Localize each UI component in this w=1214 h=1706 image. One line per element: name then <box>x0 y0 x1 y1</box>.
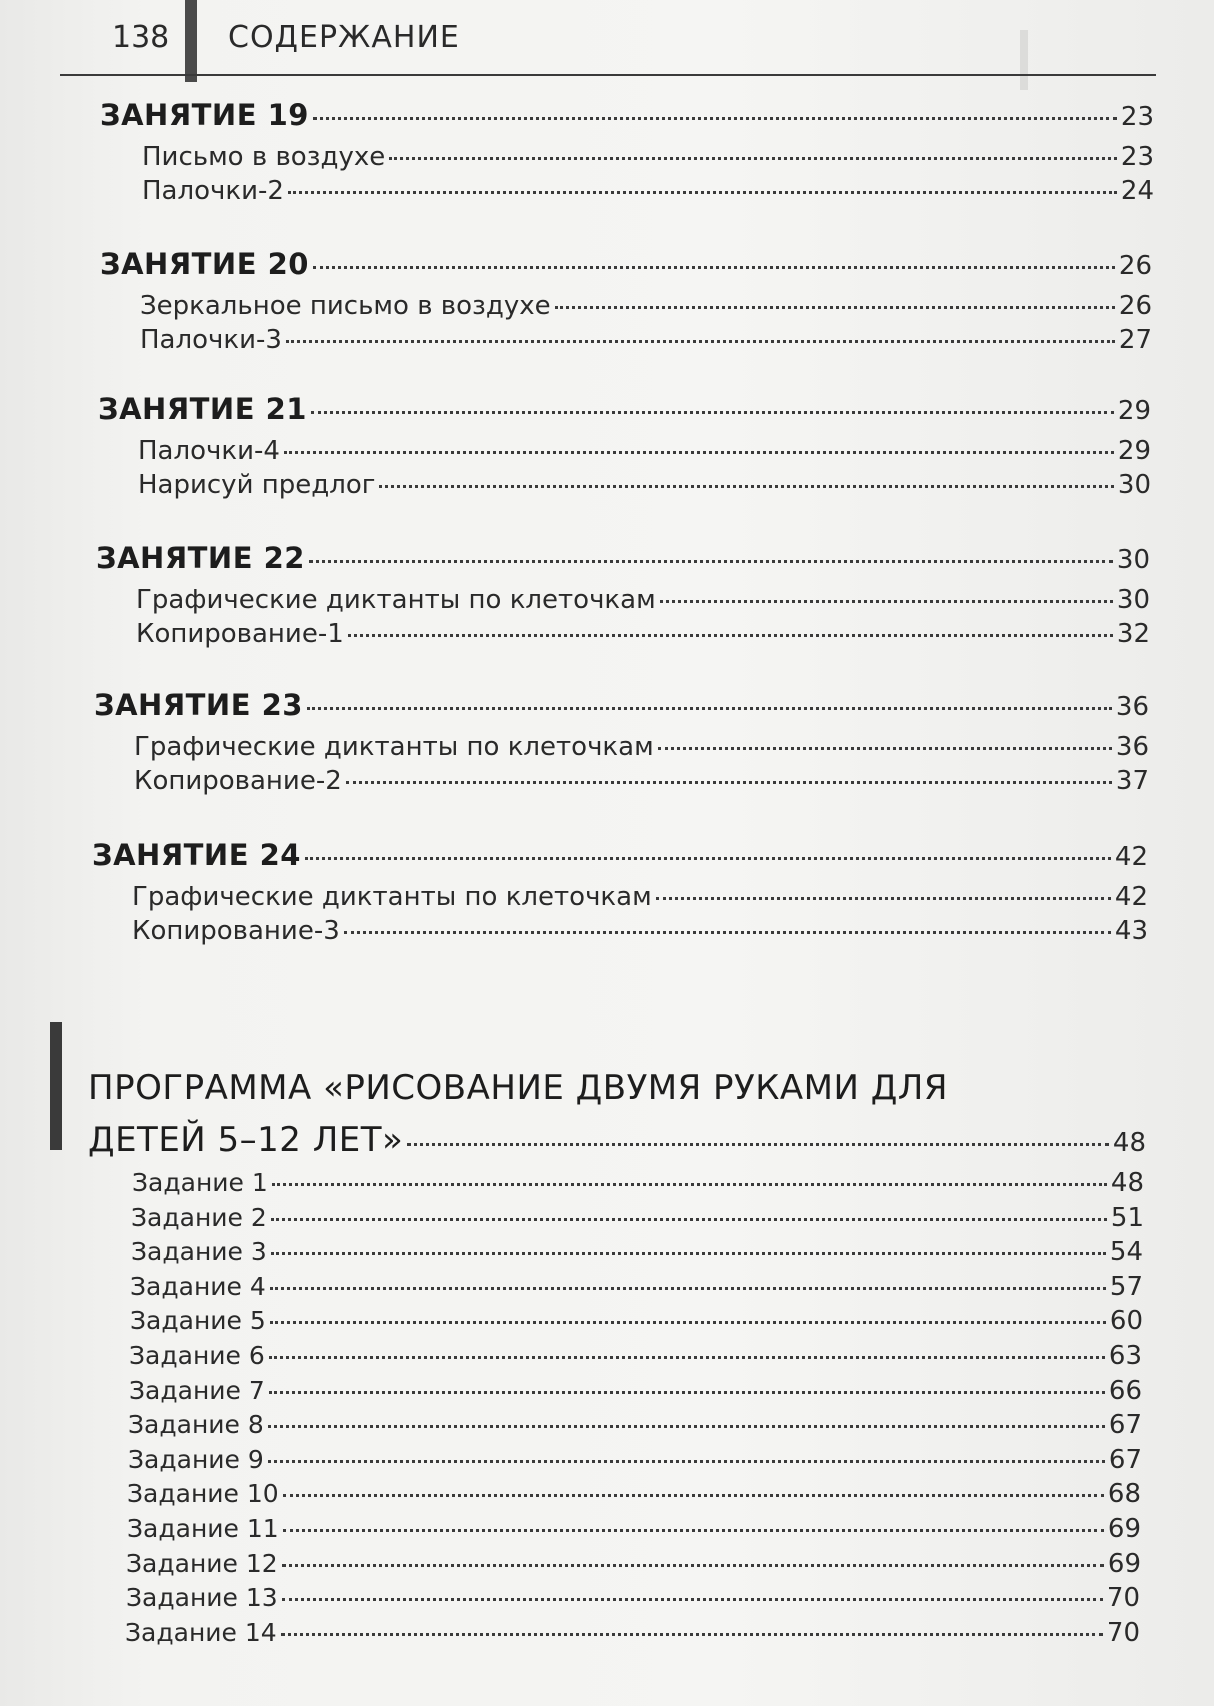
dot-leader <box>313 117 1117 120</box>
task-item-page: 48 <box>1110 1168 1144 1198</box>
lesson-24-page: 42 <box>1114 842 1148 872</box>
task-item <box>131 1237 1143 1267</box>
dot-leader <box>283 1494 1104 1497</box>
lesson-item <box>132 882 1148 912</box>
dot-leader <box>379 485 1114 488</box>
lesson-item <box>132 916 1148 946</box>
task-item <box>131 1203 1144 1233</box>
task-item <box>128 1445 1142 1475</box>
lesson-21-page: 29 <box>1117 396 1151 426</box>
page-header <box>0 0 1214 90</box>
lesson-item-title: Палочки-4 <box>138 436 280 466</box>
dot-leader <box>389 157 1117 160</box>
dot-leader <box>658 747 1112 750</box>
dot-leader <box>656 897 1111 900</box>
task-item-title: Задание 5 <box>130 1306 266 1335</box>
lesson-item-page: 37 <box>1115 766 1149 796</box>
dot-leader <box>269 1356 1105 1359</box>
dot-leader <box>268 1460 1105 1463</box>
task-item-title: Задание 1 <box>132 1168 268 1197</box>
lesson-23-title: ЗАНЯТИЕ 23 <box>94 688 303 722</box>
lesson-item-page: 23 <box>1120 142 1154 172</box>
lesson-item-page: 36 <box>1115 732 1149 762</box>
lesson-item-page: 42 <box>1114 882 1148 912</box>
task-item <box>127 1514 1141 1544</box>
dot-leader <box>348 634 1113 637</box>
task-item <box>125 1618 1140 1648</box>
lesson-item-title: Копирование-1 <box>136 619 344 649</box>
lesson-item-page: 32 <box>1116 619 1150 649</box>
dot-leader <box>305 857 1111 860</box>
header-accent-bar <box>185 0 197 82</box>
task-item <box>126 1549 1141 1579</box>
program-accent-bar <box>50 1022 62 1150</box>
task-item-title: Задание 3 <box>131 1237 267 1266</box>
dot-leader <box>268 1425 1105 1428</box>
dot-leader <box>307 707 1112 710</box>
lesson-19 <box>100 98 1154 132</box>
task-item-title: Задание 4 <box>130 1272 266 1301</box>
lesson-item-page: 24 <box>1120 176 1154 206</box>
lesson-20 <box>100 247 1152 281</box>
dot-leader <box>344 931 1111 934</box>
lesson-item-title: Графические диктанты по клеточкам <box>132 882 652 912</box>
lesson-item-page: 27 <box>1118 325 1152 355</box>
lesson-22-title: ЗАНЯТИЕ 22 <box>96 541 305 575</box>
task-item-title: Задание 14 <box>125 1618 277 1647</box>
lesson-item-page: 43 <box>1114 916 1148 946</box>
lesson-item-title: Копирование-2 <box>134 766 342 796</box>
dot-leader <box>272 1183 1107 1186</box>
dot-leader <box>313 266 1115 269</box>
lesson-item <box>140 291 1152 321</box>
lesson-item-title: Письмо в воздухе <box>142 142 386 172</box>
lesson-24 <box>92 838 1148 872</box>
task-item-title: Задание 12 <box>126 1549 278 1578</box>
task-item-page: 69 <box>1107 1549 1141 1579</box>
dot-leader <box>284 451 1114 454</box>
task-item <box>129 1376 1142 1406</box>
program-page: 48 <box>1112 1128 1146 1158</box>
lesson-20-title: ЗАНЯТИЕ 20 <box>100 247 309 281</box>
task-item-page: 63 <box>1108 1341 1142 1371</box>
lesson-item <box>142 176 1154 206</box>
task-item-title: Задание 11 <box>127 1514 279 1543</box>
dot-leader <box>286 340 1115 343</box>
task-item-title: Задание 6 <box>129 1341 265 1370</box>
task-item-page: 54 <box>1109 1237 1143 1267</box>
lesson-item <box>136 619 1150 649</box>
task-item-page: 60 <box>1109 1306 1143 1336</box>
lesson-item-page: 29 <box>1117 436 1151 466</box>
lesson-item <box>142 142 1154 172</box>
lesson-24-title: ЗАНЯТИЕ 24 <box>92 838 301 872</box>
lesson-item-page: 30 <box>1116 585 1150 615</box>
task-item-page: 67 <box>1108 1410 1142 1440</box>
program-title-line2: ДЕТЕЙ 5–12 ЛЕТ» <box>88 1120 404 1160</box>
task-item-page: 57 <box>1109 1272 1143 1302</box>
lesson-item-page: 30 <box>1117 470 1151 500</box>
task-item <box>128 1410 1142 1440</box>
task-item-page: 66 <box>1108 1376 1142 1406</box>
header-title: СОДЕРЖАНИЕ <box>228 20 460 55</box>
lesson-item <box>134 766 1149 796</box>
header-rule <box>60 74 1156 76</box>
lesson-item <box>138 470 1151 500</box>
task-item-title: Задание 13 <box>126 1583 278 1612</box>
dot-leader <box>283 1529 1104 1532</box>
bleed-through-rule <box>1020 30 1028 90</box>
task-item-page: 68 <box>1107 1479 1141 1509</box>
task-item-page: 70 <box>1106 1583 1140 1613</box>
lesson-20-page: 26 <box>1118 251 1152 281</box>
lesson-21 <box>98 392 1151 426</box>
task-item-title: Задание 8 <box>128 1410 264 1439</box>
dot-leader <box>271 1252 1106 1255</box>
task-item <box>127 1479 1141 1509</box>
dot-leader <box>270 1321 1106 1324</box>
dot-leader <box>271 1218 1107 1221</box>
lesson-item-title: Нарисуй предлог <box>138 470 376 500</box>
dot-leader <box>269 1391 1105 1394</box>
lesson-item-title: Графические диктанты по клеточкам <box>134 732 654 762</box>
dot-leader <box>346 781 1112 784</box>
task-item-title: Задание 10 <box>127 1479 279 1508</box>
dot-leader <box>282 1598 1103 1601</box>
lesson-item <box>138 436 1151 466</box>
task-item-title: Задание 2 <box>131 1203 267 1232</box>
page-number: 138 <box>112 20 170 55</box>
dot-leader <box>288 191 1117 194</box>
lesson-22 <box>96 541 1150 575</box>
dot-leader <box>270 1287 1106 1290</box>
lesson-item-title: Палочки-2 <box>142 176 284 206</box>
dot-leader <box>555 306 1115 309</box>
dot-leader <box>407 1143 1109 1146</box>
lesson-item-title: Зеркальное письмо в воздухе <box>140 291 551 321</box>
lesson-item <box>136 585 1150 615</box>
task-item <box>130 1272 1143 1302</box>
dot-leader <box>311 411 1114 414</box>
dot-leader <box>282 1564 1104 1567</box>
lesson-item-title: Графические диктанты по клеточкам <box>136 585 656 615</box>
task-item <box>129 1341 1142 1371</box>
lesson-23-page: 36 <box>1115 692 1149 722</box>
lesson-19-page: 23 <box>1120 102 1154 132</box>
lesson-item-title: Копирование-3 <box>132 916 340 946</box>
dot-leader <box>660 600 1113 603</box>
dot-leader <box>309 560 1113 563</box>
task-item <box>130 1306 1143 1336</box>
lesson-item <box>140 325 1152 355</box>
task-item <box>126 1583 1140 1613</box>
task-item <box>132 1168 1144 1198</box>
task-item-title: Задание 7 <box>129 1376 265 1405</box>
lesson-19-title: ЗАНЯТИЕ 19 <box>100 98 309 132</box>
task-item-title: Задание 9 <box>128 1445 264 1474</box>
lesson-item <box>134 732 1149 762</box>
lesson-item-title: Палочки-3 <box>140 325 282 355</box>
program-title-line1: ПРОГРАММА «РИСОВАНИЕ ДВУМЯ РУКАМИ ДЛЯ <box>88 1068 948 1108</box>
lesson-item-page: 26 <box>1118 291 1152 321</box>
task-item-page: 69 <box>1107 1514 1141 1544</box>
lesson-22-page: 30 <box>1116 545 1150 575</box>
lesson-23 <box>94 688 1149 722</box>
dot-leader <box>281 1633 1103 1636</box>
task-item-page: 67 <box>1108 1445 1142 1475</box>
task-item-page: 70 <box>1106 1618 1140 1648</box>
lesson-21-title: ЗАНЯТИЕ 21 <box>98 392 307 426</box>
program-title-row <box>88 1120 1146 1160</box>
task-item-page: 51 <box>1110 1203 1144 1233</box>
